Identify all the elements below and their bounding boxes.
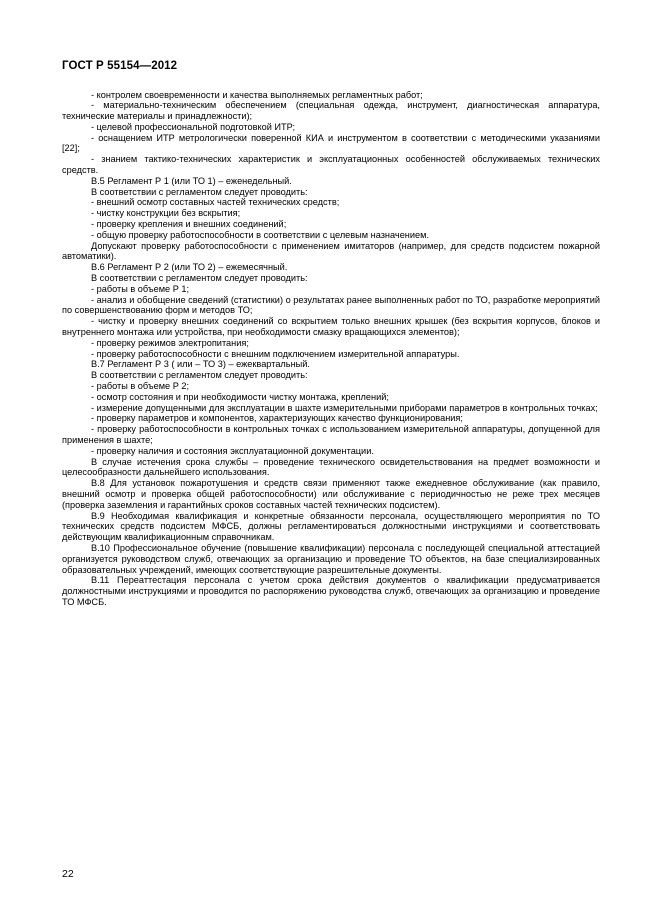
paragraph: - знанием тактико-технических характеристик и эксплуатационных особенностей обслуживаемых технических средств. <box>62 154 600 176</box>
paragraph: В соответствии с регламентом следует проводить: <box>91 370 308 381</box>
body-text <box>62 90 600 608</box>
paragraph: В.6 Регламент Р 2 (или ТО 2) – ежемесячный. <box>91 262 288 273</box>
paragraph: В.10 Профессиональное обучение (повышение квалификации) персонала с последующей специальной аттестацией организуется руководством служб, отвечающих за организацию и проведение ТО объектов, на базе специализированных образовательных учреждений, имеющих соответствующие разрешительные документы. <box>62 542 600 575</box>
page-number: 22 <box>62 868 74 880</box>
paragraph: - оснащением ИТР метрологически поверенной КИА и инструментом в соответствии с методическими указаниями [22]; <box>62 132 600 154</box>
paragraph: - проверку крепления и внешних соединений; <box>91 219 287 230</box>
paragraph: - проверку работоспособности с внешним подключением измерительной аппаратуры. <box>91 348 460 359</box>
paragraph: В.5 Регламент Р 1 (или ТО 1) – еженедельный. <box>91 175 292 186</box>
paragraph: - целевой профессиональной подготовкой ИТР; <box>91 121 296 132</box>
paragraph: - анализ и обобщение сведений (статистики) о результатах ранее выполненных работ по ТО, разработке мероприятий по совершенствованию форм и методов ТО; <box>62 294 600 316</box>
paragraph: В.7 Регламент Р 3 ( или – ТО 3) – ежеквартальный. <box>91 359 310 370</box>
paragraph: - контролем своевременности и качества выполняемых регламентных работ; <box>91 89 423 100</box>
paragraph: - материально-техническим обеспечением (специальная одежда, инструмент, диагностическая аппаратура, технические материалы и принадлежности); <box>62 100 600 122</box>
paragraph: - общую проверку работоспособности в соответствии с целевым назначением. <box>91 229 429 240</box>
paragraph: В.11 Переаттестация персонала с учетом срока действия документов о квалификации предусматривается должностными инструкциями и проводится по распоряжению руководства служб, отвечающих за организацию и проведение ТО МФСБ. <box>62 575 600 607</box>
paragraph: - чистку конструкции без вскрытия; <box>91 208 241 219</box>
paragraph: - работы в объеме Р 1; <box>91 283 190 294</box>
paragraph: - осмотр состояния и при необходимости чистку монтажа, креплений; <box>91 391 389 402</box>
paragraph: - измерение допущенными для эксплуатации в шахте измерительными приборами параметров в контрольных точках; <box>91 402 598 413</box>
standard-header: ГОСТ Р 55154—2012 <box>62 60 178 72</box>
paragraph: В.9 Необходимая квалификация и конкретные обязанности персонала, осуществляющего мероприятия по ТО технических средств подсистем МФСБ, должны регламентироваться должностными инструкциями и соответствовать действующим квалификационным справочникам. <box>62 510 600 543</box>
paragraph: - чистку и проверку внешних соединений со вскрытием только внешних крышек (без вскрытия корпусов, блоков и внутреннего монтажа или устройства, при необходимости смазку вращающихся элементов); <box>62 316 600 338</box>
paragraph: Допускают проверку работоспособности с применением имитаторов (например, для средств подсистем пожарной автоматики). <box>62 240 600 262</box>
paragraph: В соответствии с регламентом следует проводить: <box>91 273 308 284</box>
paragraph: В соответствии с регламентом следует проводить: <box>91 186 308 197</box>
paragraph: - проверку наличия и состояния эксплуатационной документации. <box>91 445 374 456</box>
paragraph: В.8 Для установок пожаротушения и средств связи применяют также ежедневное обслуживание (как правило, внешний осмотр и проверка общей работоспособности) или обслуживание с периодичностью не реже трех месяцев (проверка заземления и гарантийных сроков составных частей технических подсистем). <box>62 478 600 510</box>
paragraph: В случае истечения срока службы – проведение технического освидетельствования на предмет возможности и целесообразности дальнейшего использования. <box>62 456 600 478</box>
paragraph: - проверку работоспособности в контрольных точках с использованием измерительной аппаратуры, допущенной для применения в шахте; <box>62 424 600 445</box>
paragraph: - проверку режимов электропитания; <box>91 337 249 348</box>
paragraph: - работы в объеме Р 2; <box>91 381 190 392</box>
paragraph: - внешний осмотр составных частей технических средств; <box>91 197 340 208</box>
paragraph: - проверку параметров и компонентов, характеризующих качество функционирования; <box>91 413 463 424</box>
